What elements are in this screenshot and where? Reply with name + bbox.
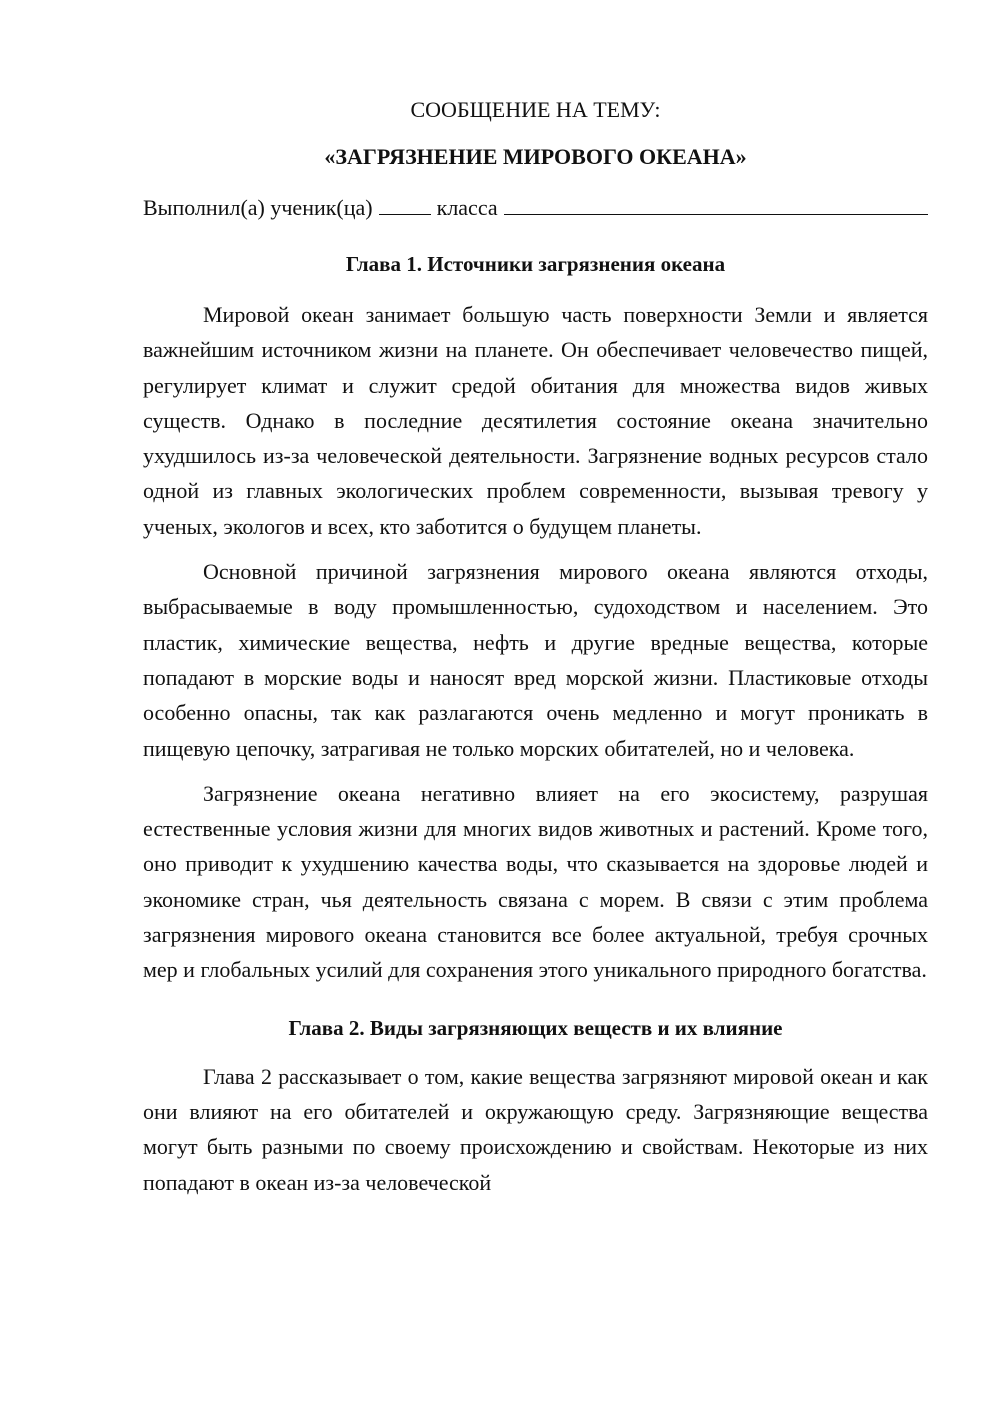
name-blank-field: [504, 192, 928, 215]
chapter-1-paragraph-3: Загрязнение океана негативно влияет на его экосистему, разрушая естественные условия жизни для многих видов животных и растений. Кроме того, оно приводит к ухудшению качества воды, что сказывается на здоровье людей и экономике стран, чья деятельность связана с морем. В связи с этим проблема загрязнения мирового океана становится все более актуальной, требуя срочных мер и глобальных усилий для сохранения этого уникального природного богатства.: [143, 780, 928, 983]
class-label: класса: [436, 195, 498, 220]
chapter-1-paragraph-2: Основной причиной загрязнения мирового океана являются отходы, выбрасываемые в воду промышленностью, судоходством и населением. Это пластик, химические вещества, нефть и другие вредные вещества, которые попадают в морские воды и наносят вред морской жизни. Пластиковые отходы особенно опасны, так как разлагаются очень медленно и могут проникать в пищевую цепочку, затрагивая не только морских обитателей, но и человека.: [143, 559, 928, 761]
chapter-2-paragraph-1: Глава 2 рассказывает о том, какие вещества загрязняют мировой океан и как они влияют на его обитателей и окружающую среду. Загрязняющие вещества могут быть разными по своему происхождению и свойствам. Некоторые из них попадают в океан из-за человеческой: [143, 1063, 928, 1195]
document-title-line-2: «ЗАГРЯЗНЕНИЕ МИРОВОГО ОКЕАНА»: [324, 144, 747, 169]
author-prefix-label: Выполнил(а) ученик(ца): [143, 195, 373, 220]
chapter-1-heading: Глава 1. Источники загрязнения океана: [345, 252, 726, 276]
document-title-line-1: СООБЩЕНИЕ НА ТЕМУ:: [410, 97, 661, 122]
document-body: [143, 93, 928, 1200]
author-line: [143, 191, 928, 225]
chapter-1-paragraph-1: Мировой океан занимает большую часть поверхности Земли и является важнейшим источником жизни на планете. Он обеспечивает человечество пищей, регулирует климат и служит средой обитания для множества видов живых существ. Однако в последние десятилетия состояние океана значительно ухудшилось из-за человеческой деятельности. Загрязнение водных ресурсов стало одной из главных экологических проблем современности, вызывая тревогу у ученых, экологов и всех, кто заботится о будущем планеты.: [143, 302, 928, 539]
chapter-2-heading: Глава 2. Виды загрязняющих веществ и их влияние: [288, 1015, 783, 1040]
grade-blank-field: [379, 192, 431, 215]
